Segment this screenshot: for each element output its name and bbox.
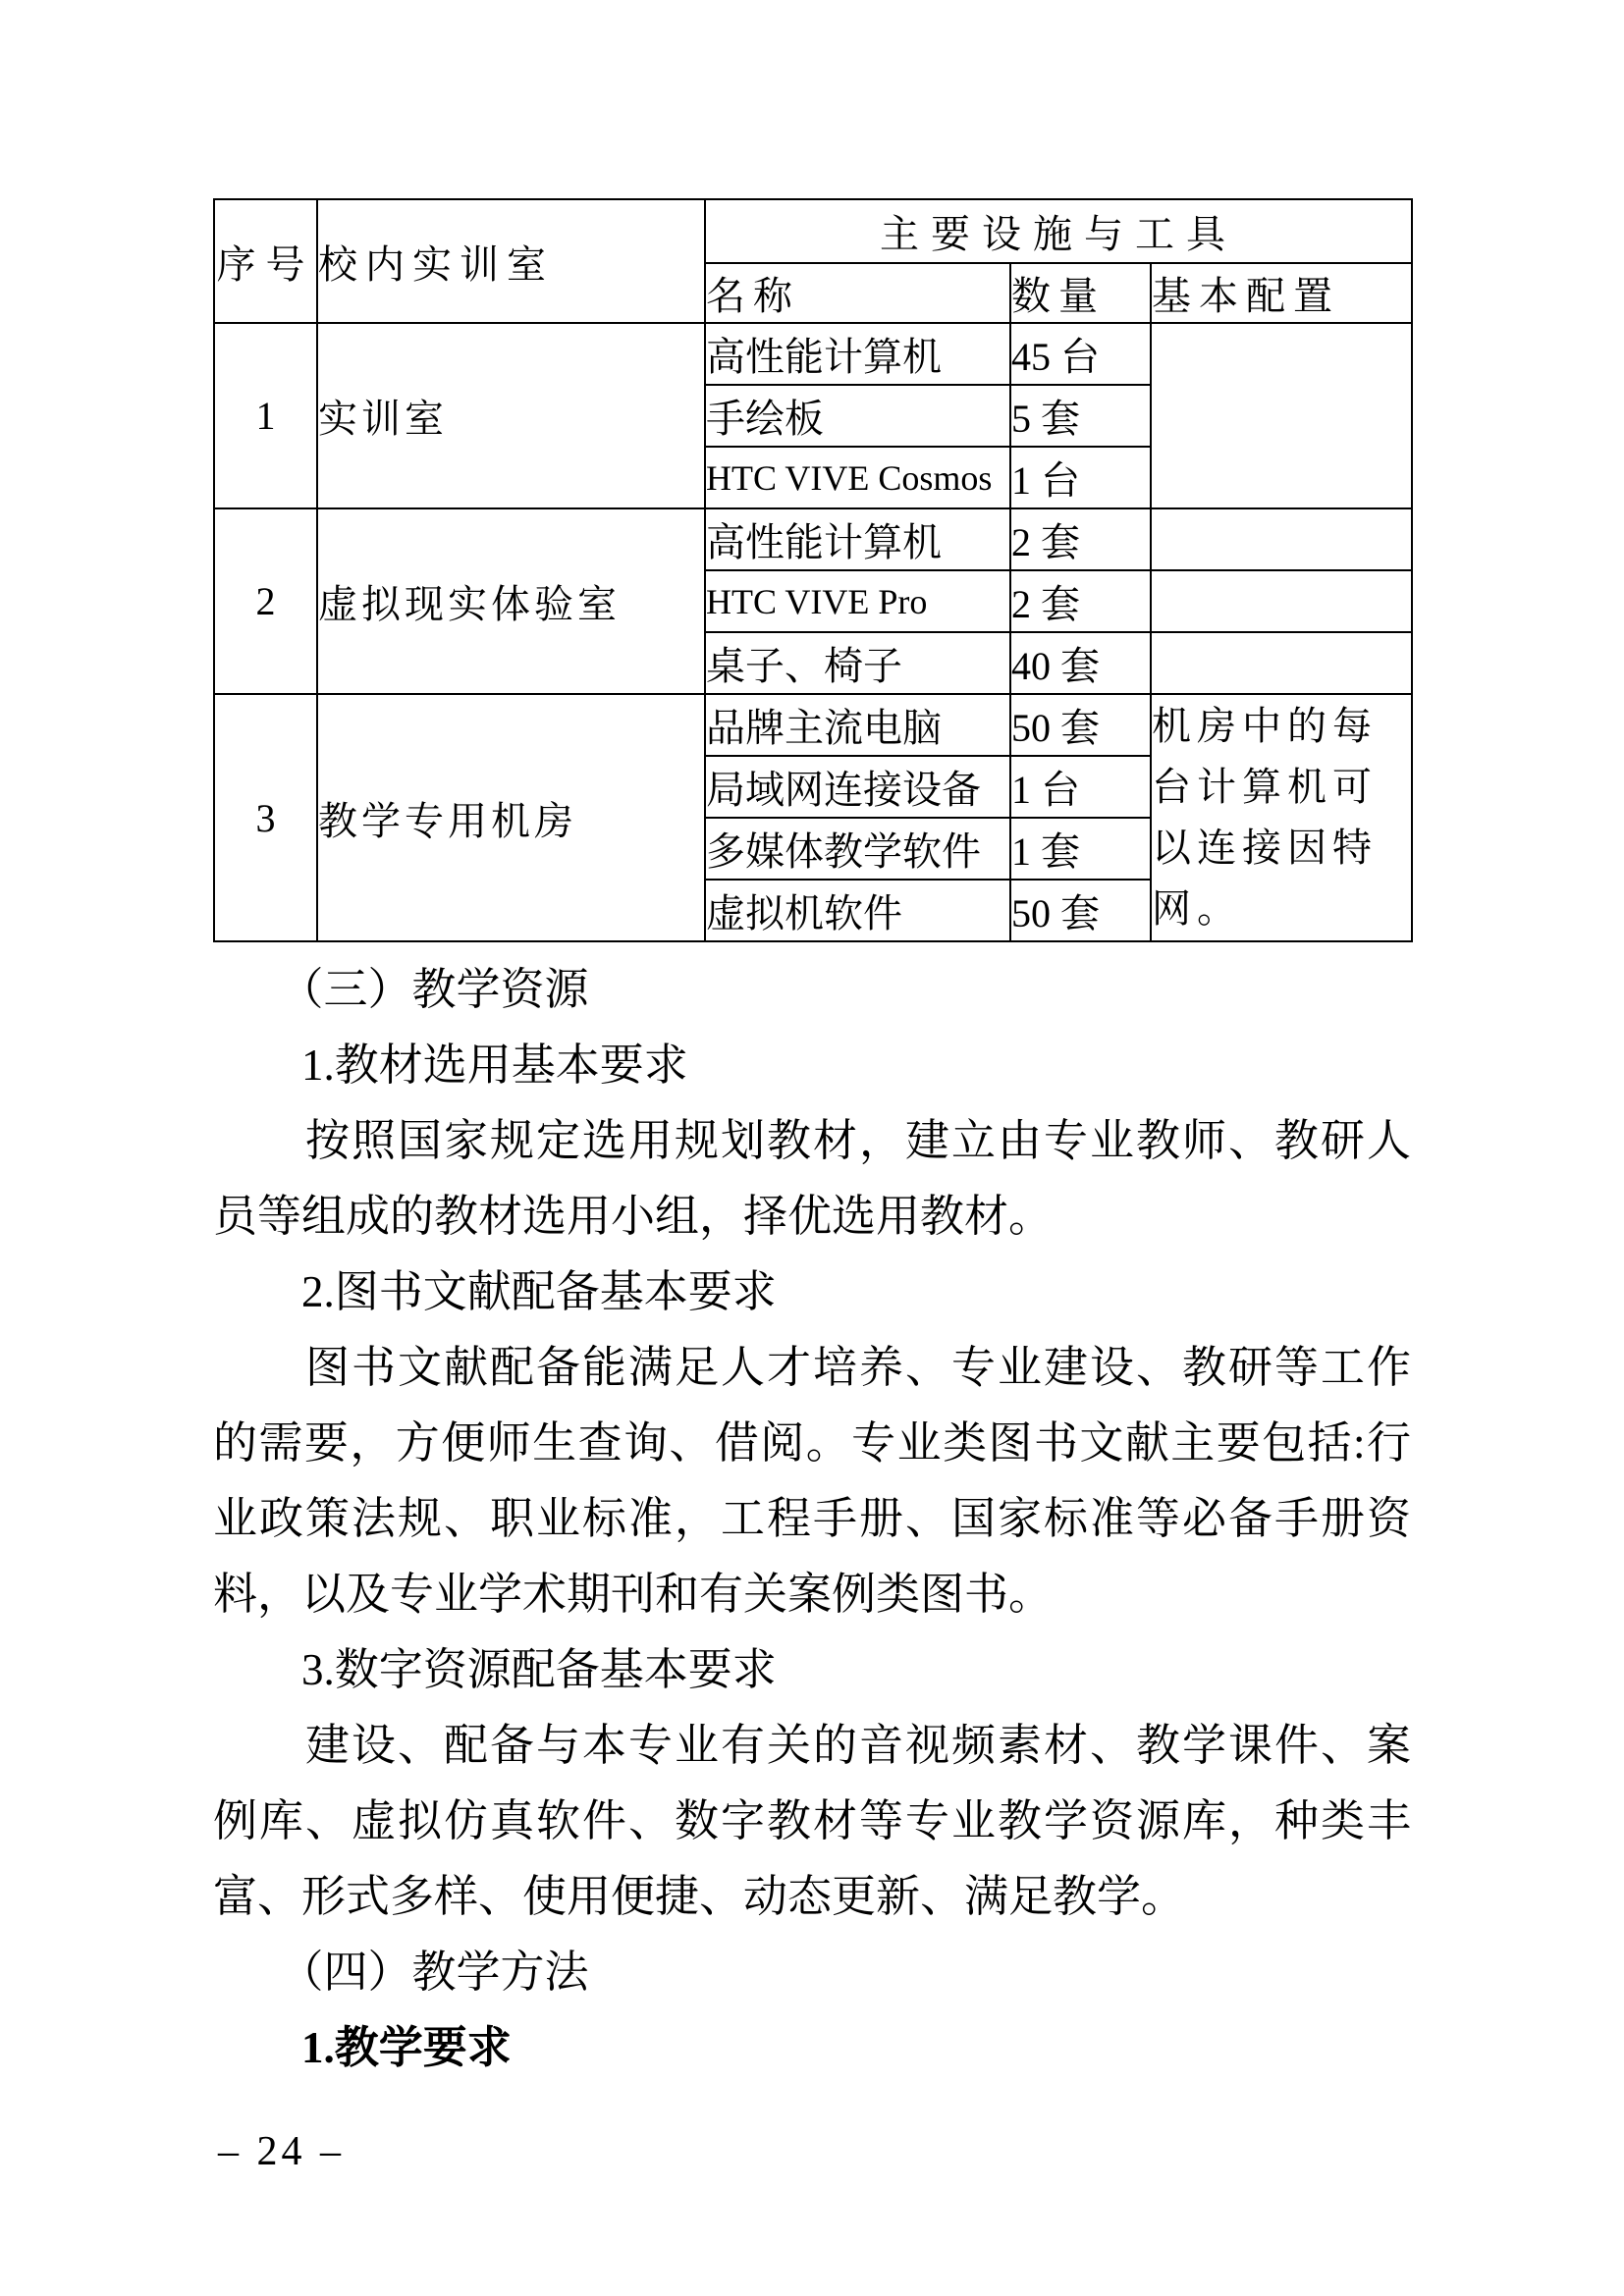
table-row xyxy=(214,323,1412,385)
section-heading: 3.数字资源配备基本要求 xyxy=(213,1645,777,1694)
cell-room-name: 实训室 xyxy=(317,323,705,508)
cell-equipment-name: 多媒体教学软件 xyxy=(705,818,1010,880)
col-header-basic-config: 基本配置 xyxy=(1151,263,1412,323)
cell-row-index: 2 xyxy=(214,508,317,694)
cell-row-index: 3 xyxy=(214,694,317,941)
cell-room-name: 教学专用机房 xyxy=(317,694,705,941)
facilities-table xyxy=(213,198,1413,942)
col-header-facilities-group: 主要设施与工具 xyxy=(705,199,1412,263)
cell-row-index: 1 xyxy=(214,323,317,508)
table-row xyxy=(214,694,1412,756)
section-heading: 1.教材选用基本要求 xyxy=(213,1041,688,1090)
cell-equipment-name: 局域网连接设备 xyxy=(705,756,1010,818)
col-header-quantity: 数量 xyxy=(1010,263,1151,323)
page-number: – 24 – xyxy=(218,2129,345,2174)
paragraph-line: 富、形式多样、使用便捷、动态更新、满足教学。 xyxy=(213,1872,1186,1921)
cell-equipment-quantity: 50 套 xyxy=(1010,694,1151,756)
cell-equipment-quantity: 5 套 xyxy=(1010,385,1151,447)
paragraph-line: 图书文献配备能满足人才培养、专业建设、教研等工作 xyxy=(213,1343,1411,1392)
section-heading: （四）教学方法 xyxy=(213,1948,589,1997)
section-heading: （三）教学资源 xyxy=(213,965,589,1014)
table-row xyxy=(214,508,1412,570)
paragraph-line: 员等组成的教材选用小组，择优选用教材。 xyxy=(213,1192,1054,1241)
cell-equipment-name: 桌子、椅子 xyxy=(705,632,1010,694)
col-header-index: 序号 xyxy=(214,199,317,323)
paragraph-line: 按照国家规定选用规划教材，建立由专业教师、教研人 xyxy=(213,1116,1411,1165)
cell-basic-config: 机房中的每台计算机可以连接因特网。 xyxy=(1151,694,1412,941)
cell-equipment-quantity: 2 套 xyxy=(1010,508,1151,570)
cell-equipment-name: 品牌主流电脑 xyxy=(705,694,1010,756)
paragraph-line: 建设、配备与本专业有关的音视频素材、教学课件、案 xyxy=(213,1721,1411,1770)
cell-equipment-quantity: 1 台 xyxy=(1010,756,1151,818)
cell-equipment-quantity: 40 套 xyxy=(1010,632,1151,694)
cell-equipment-name: HTC VIVE Cosmos xyxy=(705,447,1010,508)
paragraph-line: 料，以及专业学术期刊和有关案例类图书。 xyxy=(213,1570,1054,1619)
section-heading: 1.教学要求 xyxy=(213,2023,512,2072)
col-header-name: 名称 xyxy=(705,263,1010,323)
paragraph-line: 业政策法规、职业标准，工程手册、国家标准等必备手册资 xyxy=(213,1494,1411,1543)
paragraph-line: 例库、虚拟仿真软件、数字教材等专业教学资源库，种类丰 xyxy=(213,1796,1411,1845)
cell-equipment-quantity: 1 套 xyxy=(1010,818,1151,880)
col-header-room: 校内实训室 xyxy=(317,199,705,323)
cell-equipment-name: 虚拟机软件 xyxy=(705,880,1010,941)
section-heading: 2.图书文献配备基本要求 xyxy=(213,1267,777,1316)
cell-basic-config xyxy=(1151,632,1412,694)
cell-basic-config xyxy=(1151,508,1412,570)
cell-equipment-quantity: 45 台 xyxy=(1010,323,1151,385)
cell-equipment-name: 高性能计算机 xyxy=(705,323,1010,385)
cell-room-name: 虚拟现实体验室 xyxy=(317,508,705,694)
cell-equipment-quantity: 2 套 xyxy=(1010,570,1151,632)
cell-equipment-quantity: 1 台 xyxy=(1010,447,1151,508)
cell-equipment-quantity: 50 套 xyxy=(1010,880,1151,941)
cell-equipment-name: HTC VIVE Pro xyxy=(705,570,1010,632)
document-body xyxy=(213,952,1411,2086)
cell-equipment-name: 高性能计算机 xyxy=(705,508,1010,570)
cell-basic-config xyxy=(1151,570,1412,632)
cell-equipment-name: 手绘板 xyxy=(705,385,1010,447)
table-header-row-1 xyxy=(214,199,1412,263)
cell-basic-config xyxy=(1151,323,1412,508)
paragraph-line: 的需要，方便师生查询、借阅。专业类图书文献主要包括:行 xyxy=(213,1418,1411,1468)
